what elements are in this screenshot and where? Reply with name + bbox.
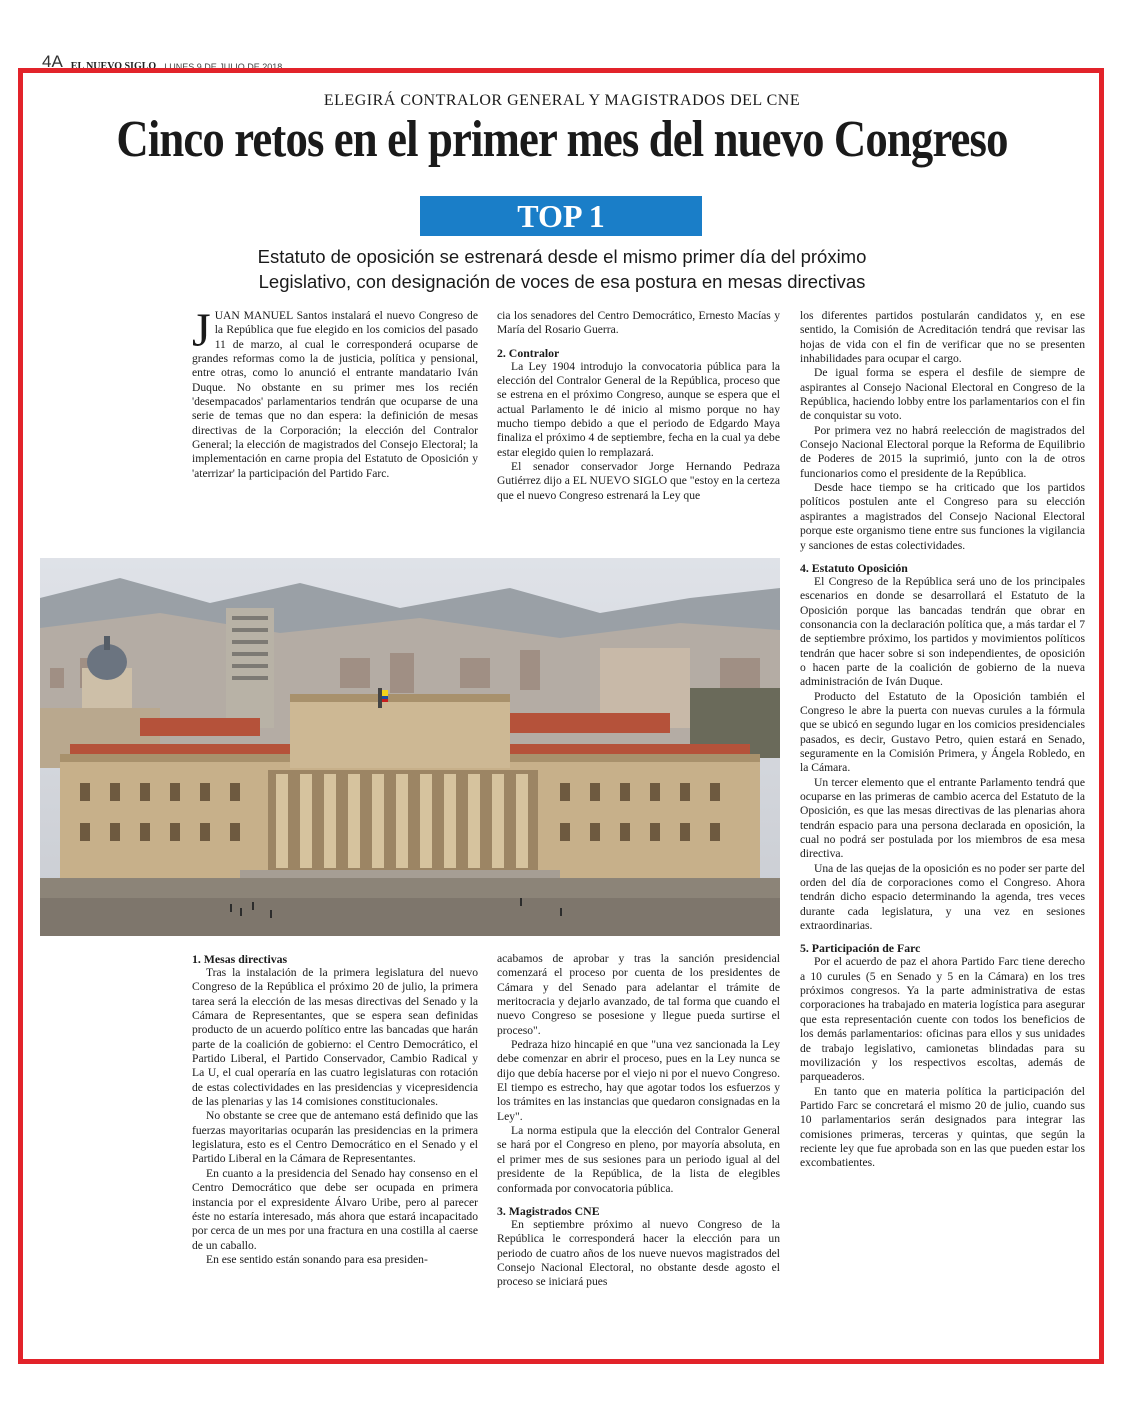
issue-date: LUNES 9 DE JULIO DE 2018: [164, 62, 283, 72]
section-4-paragraph: Una de las quejas de la oposición es no poder ser parte del orden del día de corporaciones como el Congreso. Ahora tendrán dicho espacio determinando la agenda, tres veces durante cada legislatura, y una vez en sesiones extraordinarias.: [800, 861, 1085, 933]
col3-paragraph: Por primera vez no habrá reelección de magistrados del Consejo Nacional Electoral porque la Reforma de Equilibrio de Poderes de 2015 la suprimió, junto con la de otros funcionarios como el presidente de la República.: [800, 423, 1085, 480]
column-2-upper: [497, 309, 780, 503]
section-5-title: 5. Participación de Farc: [800, 941, 921, 956]
capitolio-illustration: [40, 558, 780, 936]
page-number: 4A: [42, 52, 63, 71]
dek-line-1: Estatuto de oposición se estrenará desde el mismo primer día del próximo: [257, 246, 867, 267]
article-headline: Cinco retos en el primer mes del nuevo Congreso: [116, 111, 1008, 168]
lead-text: UAN MANUEL Santos instalará el nuevo Congreso de la República que fue elegido en los comicios del pasado 11 de marzo, al cual le corresponderá ocuparse de grandes reformas como la de justicia, política y pensional, entre otras, como lo anunció el entrante mandatario Iván Duque. No obstante en su primer mes los recién 'desempacados' parlamentarios tendrán que ocuparse de una serie de temas que no dan espera: la definición de mesas directivas de la Corporación; la elección del Contralor General; la elección de magistrados del Consejo Electoral; la implementación en carne propia del Estatuto de Oposición y 'aterrizar' la participación del Partido Farc.: [192, 309, 478, 480]
col2-lower-paragraph: acabamos de aprobar y tras la sanción presidencial comenzará el proceso por cuenta de los presidentes de Cámara y del Senado para adelantar el trámite de meritocracia y dejarlo avanzado, de tal forma que cuando el nuevo Congreso se posesione y llegue pueda surtirse el proceso".: [497, 952, 780, 1037]
column-2-lower: [497, 952, 780, 1290]
lead-paragraph: [192, 304, 478, 481]
section-2-paragraph: El senador conservador Jorge Hernando Pedraza Gutiérrez dijo a EL NUEVO SIGLO que "estoy en la certeza que el nuevo Congreso estrenará la Ley que: [497, 460, 780, 502]
section-4-title: 4. Estatuto Oposición: [800, 560, 908, 575]
column-1-upper: [192, 304, 478, 481]
congress-building-photo: [40, 558, 780, 936]
section-2-title: 2. Contralor: [497, 345, 560, 360]
column-3: [800, 309, 1085, 1171]
section-1-paragraph: En cuanto a la presidencia del Senado hay consenso en el Centro Democrático que debe ser ocupada en primera instancia por el expresidente Álvaro Uribe, pero al parecer éste no estaría interesado, más ahora que estará incapacitado por cerca de un mes por una fractura en una costilla al caerse de un caballo.: [192, 1166, 478, 1252]
article-kicker: ELEGIRÁ CONTRALOR GENERAL Y MAGISTRADOS DEL CNE: [323, 92, 801, 109]
top-badge: TOP 1: [420, 196, 702, 236]
col3-paragraph: De igual forma se espera el desfile de siempre de aspirantes al Consejo Nacional Electoral en Congreso de la República, haciendo lobby entre los parlamentarios con el fin de conquistar su voto.: [800, 366, 1085, 423]
section-1-title: 1. Mesas directivas: [192, 952, 288, 966]
section-3-paragraph: En septiembre próximo al nuevo Congreso de la República le corresponderá hacer la elección para un periodo de cuatro años de los nueve nuevos magistrados del Consejo Nacional Electoral, no obstante desde agosto el proceso se iniciará pues: [497, 1217, 780, 1289]
section-5-paragraph: En tanto que en materia política la participación del Partido Farc se concretará el mismo 20 de julio, cuando sus 10 parlamentarios serán designados para integrar las comisiones primeras, terceras y quintas, que según la reciente ley que fue aprobada son en las que pueden estar los excombatientes.: [800, 1084, 1085, 1170]
col2-lower-paragraph: Pedraza hizo hincapié en que "una vez sancionada la Ley debe comenzar en abrir el proceso, pues en la Ley nunca se dijo que debía hacerse por el viejo ni por el nuevo Congreso. El tiempo es estrecho, hay que agotar todos los esfuerzos y los trámites en las instancias que quedaron consignadas en la Ley".: [497, 1038, 780, 1123]
column-1-lower: [192, 952, 478, 1267]
drop-cap: J: [192, 304, 211, 357]
section-1-paragraph: No obstante se cree que de antemano está definido que las fuerzas mayoritarias ocuparán las presidencias en la primera legislatura, esto es el Centro Democrático en el Senado y el Partido Liberal en la Cámara de Representantes.: [192, 1109, 478, 1166]
article-dek: [200, 244, 924, 294]
section-4-paragraph: El Congreso de la República será uno de los principales escenarios en donde se desarrollará el Estatuto de la Oposición porque las bancadas tendrán que obrar en consonancia con la declaración política que, a más tardar el 7 de septiembre próximo, los partidos y movimientos políticos tendrán que hacer sobre si son independientes, de oposición o hacen parte de la coalición de gobierno de la nueva administración de Iván Duque.: [800, 574, 1085, 689]
dek-line-2: Legislativo, con designación de voces de esa postura en mesas directivas: [258, 271, 866, 292]
newspaper-name: EL NUEVO SIGLO: [70, 61, 157, 72]
section-5-paragraph: Por el acuerdo de paz el ahora Partido Farc tiene derecho a 10 curules (5 en Senado y 5 en la Cámara) en los tres próximos congresos. Ya la parte administrativa de estas corporaciones ha trabajado en materia logística para asegurar que esta representación cuente con todos los beneficios de los demás parlamentarios: oficinas para ellos y sus unidades de trabajo legislativo, camionetas blindadas para su movilización y los respectivos escoltas, además de parqueaderos.: [800, 955, 1085, 1084]
section-1-paragraph: En ese sentido están sonando para esa presiden-: [206, 1252, 428, 1266]
section-4-paragraph: Un tercer elemento que el entrante Parlamento tendrá que ocuparse en las primeras de cambio acerca del Estatuto de la Oposición, es que las mesas directivas de las plenarias ahora tendrán espacio para una persona declarada en oposición, la cual no podrá ser postulada por los miembros de esa mesa directiva.: [800, 775, 1085, 861]
section-2-paragraph: La Ley 1904 introdujo la convocatoria pública para la elección del Contralor General de la República, proceso que se estrena en el próximo Congreso, aunque se espera que el actual Parlamento le dé inicio al mismo porque no hay mucho tiempo debido a que el periodo de Edgardo Maya finaliza el próximo 4 de septiembre, fecha en la cual ya debe estar elegido quien lo remplazará.: [497, 359, 780, 459]
col3-paragraph: Desde hace tiempo se ha criticado que los partidos políticos postulen ante el Congreso para su elección aspirantes a magistrados del Consejo Nacional Electoral porque este organismo tiene entre sus funciones la vigilancia y sanciones de estas colectividades.: [800, 481, 1085, 552]
col3-paragraph: los diferentes partidos postularán candidatos y, en ese sentido, la Comisión de Acreditación tendrá que revisar las hojas de vida con el fin de verificar que no se presenten inhabilidades para ocupar el cargo.: [800, 309, 1085, 366]
section-4-paragraph: Producto del Estatuto de la Oposición también el Congreso le abre la puerta con nuevas curules a la fórmula que se ubicó en segundo lugar en los comicios presidenciales pasados, es decir, Gustavo Petro, quien estará en Senado, seguramente en la Comisión Primera, y Ángela Robledo, en la Cámara.: [800, 689, 1085, 775]
section-1-paragraph: Tras la instalación de la primera legislatura del nuevo Congreso de la República el próximo 20 de julio, la primera tarea será la elección de las mesas directivas del Senado y la Cámara de Representantes, que se espera sean definidas producto de un acuerdo político entre las bancadas que harán parte de la coalición de gobierno: el Centro Democrático, el Partido Liberal, el Partido Conservador, Cambio Radical y La U, el cual operaría en las cuatro legislaturas con rotación de estas colectividades en las presidencias y vicepresidencia de las plenarias y las 14 comisiones constitucionales.: [192, 966, 478, 1109]
section-3-title: 3. Magistrados CNE: [497, 1203, 600, 1218]
col2-top-text: cia los senadores del Centro Democrático, Ernesto Macías y María del Rosario Guerra.: [497, 309, 780, 337]
col2-lower-paragraph: La norma estipula que la elección del Contralor General se hará por el Congreso en pleno, por mayoría absoluta, en el primer mes de sus sesiones para un periodo igual al del presidente de la República, de la lista de elegibles conformada por convocatoria pública.: [497, 1124, 780, 1195]
